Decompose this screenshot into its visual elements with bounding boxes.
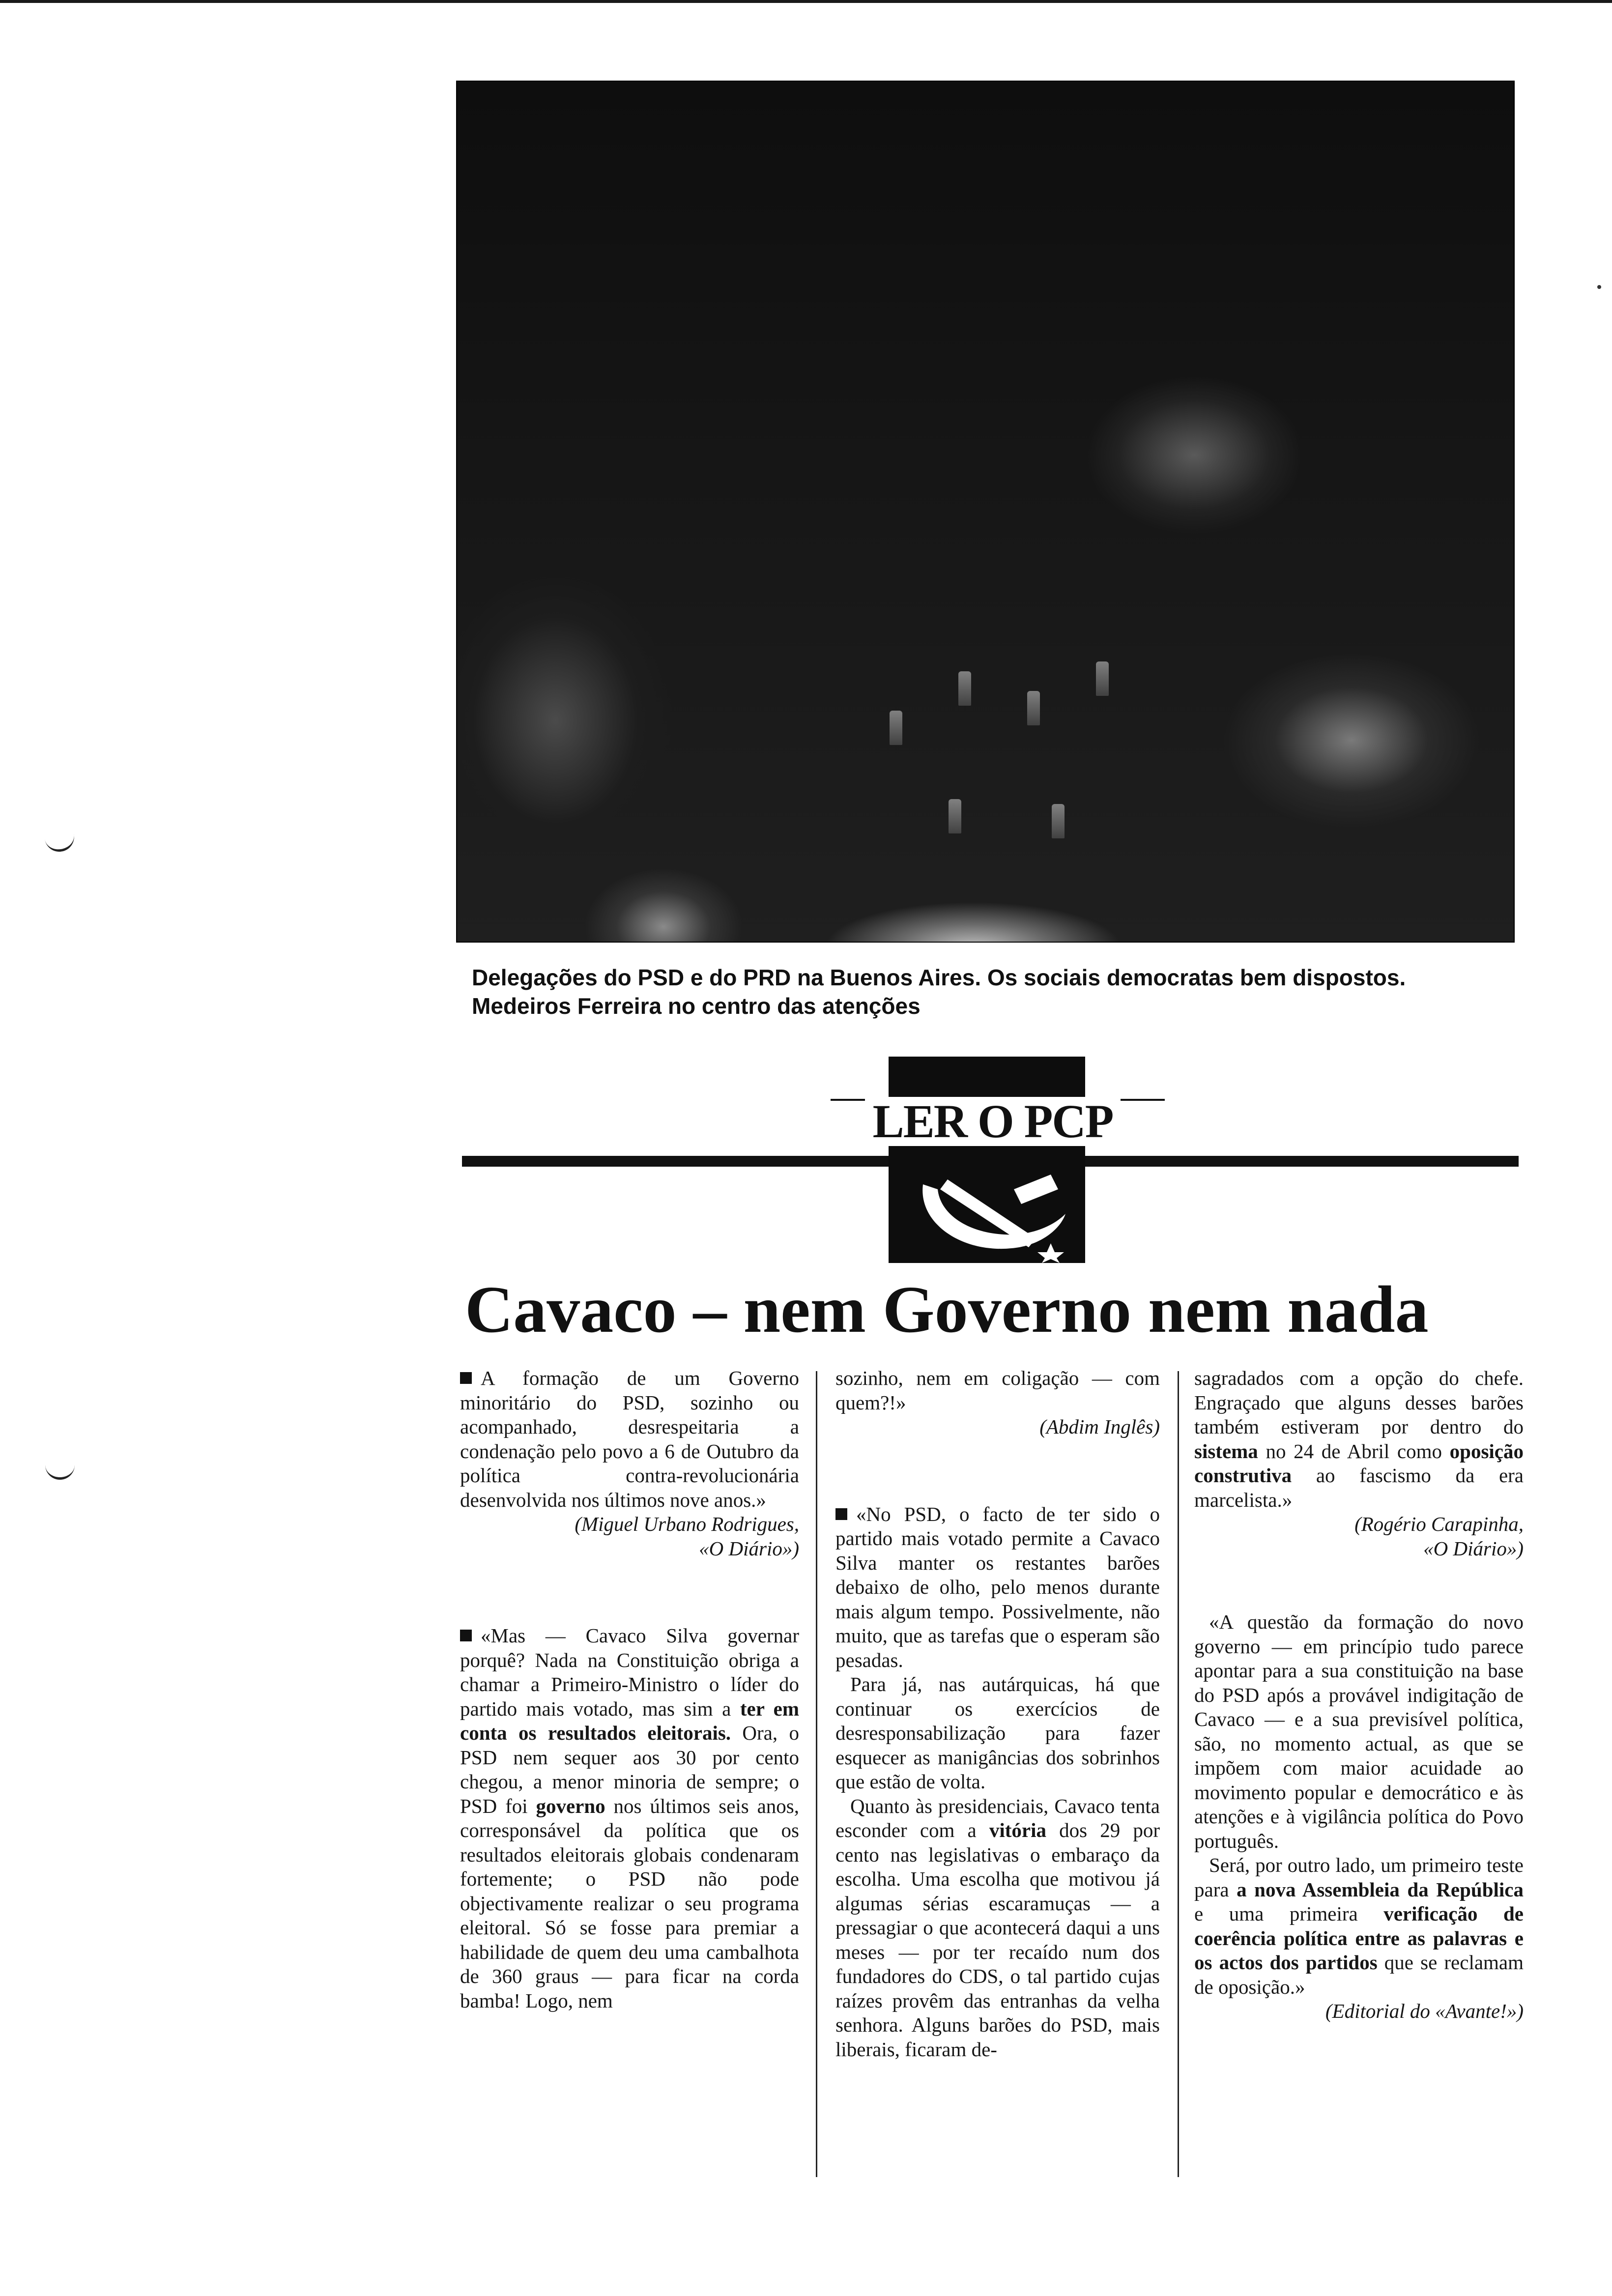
quote-block (835, 1502, 1160, 2062)
quote-text: A formação de um Governo minoritário do PSD, sozinho ou acompanhado, desrespeitaria a condenação pelo povo a 6 de Outubro da política contra-revolucionária desenvolvida nos últimos nove anos.» (460, 1367, 799, 1511)
emphasis: a nova Assembleia da República (1237, 1878, 1524, 1901)
quote-text: que se reclamam de oposição.» (1194, 1951, 1524, 1998)
bullet-square-icon (460, 1372, 472, 1384)
photo-detail (949, 799, 961, 833)
quote-block (460, 1624, 799, 2013)
quote-block (1194, 1610, 1524, 2024)
quote-text: Para já, nas autárquicas, há que continuar os exercícios de desresponsabilização para fazer esquecer as manigâncias dos sobrinhos que estão de volta. (835, 1673, 1160, 1793)
spacer (835, 1444, 1160, 1502)
quote-source: «O Diário») (699, 1537, 799, 1560)
spacer (460, 1566, 799, 1624)
quote-text: «No PSD, o facto de ter sido o partido mais votado permite a Cavaco Silva manter os restantes barões debaixo de olho, pelo menos durante mais algum tempo. Possivelmente, não muito, que as tarefas que o esperam são pesadas. (835, 1502, 1160, 1671)
article-headline: Cavaco – nem Governo nem nada (465, 1273, 1429, 1347)
quote-block (1194, 1366, 1524, 1561)
margin-mark-upper (44, 827, 77, 854)
speck (1597, 285, 1601, 289)
quote-text: Será, por outro lado, um primeiro teste para (1194, 1854, 1524, 1901)
quote-text: nos últimos seis anos, corresponsável da política que os resultados eleitorais globais condenaram fortemente; o PSD não pode objectivamente realizar o seu programa eleitoral. Só se fosse para premiar a habilidade de quem deu uma cambalhota de 360 graus — para ficar na corda bamba! Logo, nem (460, 1794, 799, 2012)
emphasis: sistema (1194, 1439, 1258, 1463)
top-border-rule (0, 0, 1612, 3)
quote-attribution: (Miguel Urbano Rodrigues, (575, 1513, 799, 1535)
quote-text: sozinho, nem em coligação — com quem?!» (835, 1367, 1160, 1414)
margin-mark-lower (45, 1458, 75, 1480)
article-column-3 (1194, 1366, 1524, 2029)
emphasis: governo (536, 1794, 605, 1817)
quote-text: dos 29 por cento nas legislativas o embaraço da escolha. Uma escolha que motivou já algumas sérias escaramuças — a pressagiar o que acontecerá daqui a uns meses — por ter recaído num dos fundadores do CDS, o tal partido cujas raízes provêm das entranhas da velha senhora. Alguns barões do PSD, mais liberais, ficaram de- (835, 1819, 1160, 2061)
article-column-2 (835, 1366, 1160, 2066)
photo-caption: Delegações do PSD e do PRD na Buenos Aires. Os sociais democratas bem dispostos. Medeiros Ferreira no centro das atenções (472, 965, 1406, 1019)
emphasis: vitória (989, 1819, 1047, 1841)
bullet-square-icon (460, 1630, 472, 1641)
photo-detail (958, 671, 971, 706)
photo-detail (1096, 661, 1109, 696)
quote-text: sagradados com a opção do chefe. Engraçado que alguns desses barões também estiveram por dentro do (1194, 1367, 1524, 1438)
quote-attribution: (Editorial do «Avante!») (1325, 2000, 1524, 2022)
quote-text: Quanto às presidenciais, Cavaco tenta esconder com a (835, 1794, 1160, 1841)
quote-text: «Mas — Cavaco Silva governar porquê? Nada na Constituição obriga a chamar a Primeiro-Ministro o líder do partido mais votado, mas sim a (460, 1624, 799, 1720)
bullet-square-icon (835, 1508, 847, 1520)
quote-attribution: (Rogério Carapinha, (1354, 1513, 1524, 1535)
spacer (1194, 1566, 1524, 1610)
photo-detail (890, 711, 902, 745)
emphasis: ter em conta os resultados eleitorais. (460, 1697, 799, 1744)
quote-attribution: (Abdim Inglês) (1039, 1415, 1160, 1438)
quote-text: «A questão da formação do novo governo — em princípio tudo parece apontar para a sua constituição na base do PSD após a provável indigitação de Cavaco — e a sua previsível política, são, no momento actual, as que se impõem com maior acuidade ao movimento popular e democrático e às atenções e à vigilância política do Povo português. (1194, 1610, 1524, 1852)
quote-block (460, 1366, 799, 1561)
quote-source: «O Diário») (1423, 1537, 1524, 1560)
quote-text: Ora, o PSD nem sequer aos 30 por cento chegou, a menor minoria de sempre; o PSD foi (460, 1722, 799, 1817)
quote-text: ao fascismo da era marcelista.» (1194, 1464, 1524, 1511)
quote-text: no 24 de Abril como (1258, 1439, 1450, 1463)
photo-detail (1027, 691, 1040, 725)
photo-detail (1052, 804, 1065, 838)
column-divider (816, 1371, 817, 2177)
hammer-and-sickle-icon (889, 1170, 1085, 1263)
emphasis: oposição construtiva (1194, 1439, 1524, 1487)
quote-block (835, 1366, 1160, 1439)
emphasis: verificação de coerência política entre as palavras e os actos dos partidos (1194, 1902, 1524, 1974)
news-photo (456, 81, 1515, 943)
section-logo-text: LER O PCP (865, 1097, 1121, 1146)
article-column-1 (460, 1366, 799, 2018)
quote-text: e uma primeira (1194, 1902, 1384, 1925)
column-divider (1178, 1371, 1179, 2177)
